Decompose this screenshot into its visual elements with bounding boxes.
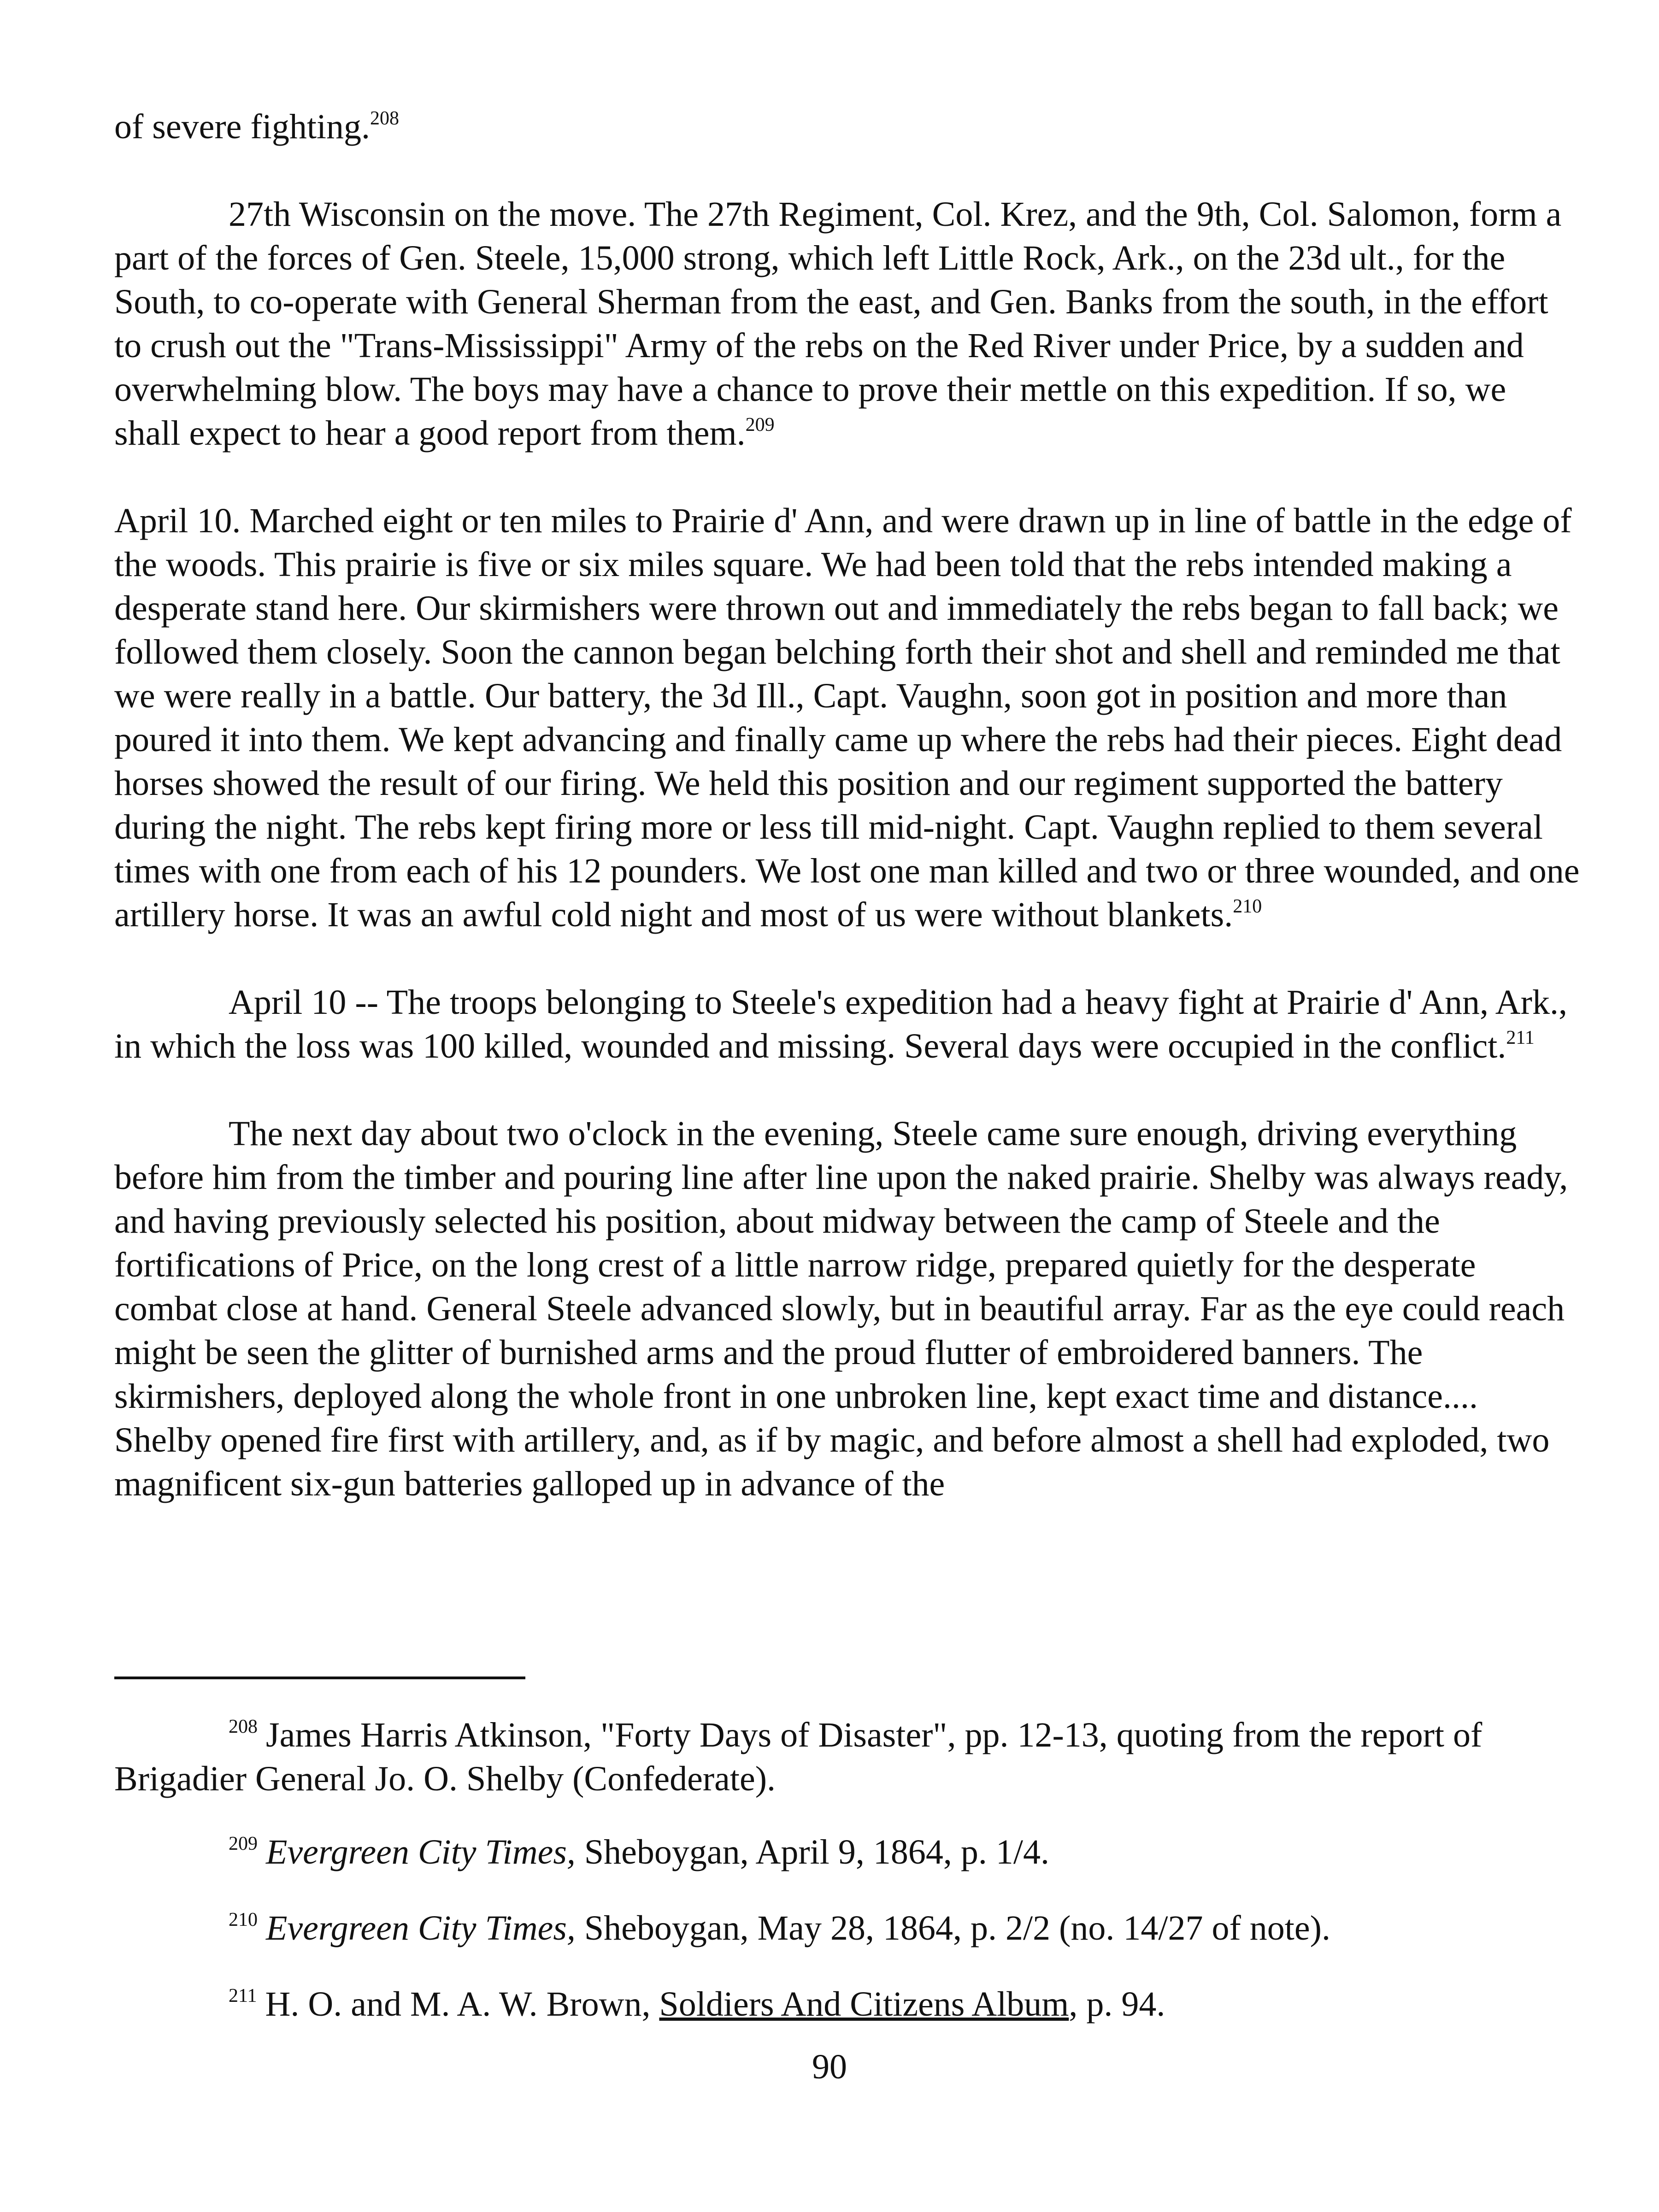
paragraph-text: April 10 -- The troops belonging to Steele's expedition had a heavy fight at Prairie d' Ann, Ark., in which the loss was 100 killed, wounded and missing. Several days were occupied in the conflict. [114, 983, 1567, 1065]
footnote-text: Sheboygan, May 28, 1864, p. 2/2 (no. 14/27 of note). [575, 1909, 1330, 1947]
footnote-number: 210 [229, 1909, 258, 1930]
footnote-ref[interactable]: 209 [745, 414, 775, 435]
footnote-210 [114, 1906, 1659, 1950]
footnote-source-title: Evergreen City Times, [266, 1833, 576, 1871]
paragraph-april-10-troops [114, 981, 1580, 1068]
footnote-211 [114, 1983, 1659, 2026]
footnote-ref[interactable]: 210 [1233, 896, 1262, 917]
footnote-ref[interactable]: 211 [1506, 1027, 1535, 1048]
footnote-source-title: Soldiers And Citizens Album [659, 1985, 1069, 2024]
footnote-text: H. O. and M. A. W. Brown, [265, 1985, 659, 2024]
paragraph-27th-wisconsin [114, 193, 1580, 455]
footnote-number: 211 [229, 1985, 257, 2006]
paragraph-text: 27th Wisconsin on the move. The 27th Regiment, Col. Krez, and the 9th, Col. Salomon, form a part of the forces of Gen. Steele, 15,000 strong, which left Little Rock, Ark., on the 23d ult., for the South, to co-operate with General Sherman from the east, and Gen. Banks from the south, in the effort to crush out the "Trans-Mississippi" Army of the rebs on the Red River under Price, by a sudden and overwhelming blow. The boys may have a chance to prove their mettle on this expedition. If so, we shall expect to hear a good report from them. [114, 195, 1562, 453]
footnote-208 [114, 1713, 1580, 1801]
footnote-number: 208 [229, 1716, 258, 1737]
footnote-ref[interactable]: 208 [370, 108, 400, 129]
paragraph-april-10-diary [114, 499, 1580, 937]
footnote-text: , p. 94. [1069, 1985, 1165, 2024]
footnote-209 [114, 1830, 1659, 1874]
page-number: 90 [812, 2047, 847, 2086]
paragraph-text: of severe fighting. [114, 107, 371, 146]
footnote-divider [114, 1677, 525, 1679]
footnote-text: Sheboygan, April 9, 1864, p. 1/4. [575, 1833, 1049, 1871]
paragraph-text: The next day about two o'clock in the evening, Steele came sure enough, driving everything before him from the timber and pouring line after line upon the naked prairie. Shelby was always ready, and having previously selected his position, about midway between the camp of Steele and the fortifications of Price, on the long crest of a little narrow ridge, prepared quietly for the desperate combat close at hand. General Steele advanced slowly, but in beautiful array. Far as the eye could reach might be seen the glitter of burnished arms and the proud flutter of embroidered banners. The skirmishers, deployed along the whole front in one unbroken line, kept exact time and distance.... Shelby opened fire first with artillery, and, as if by magic, and before almost a shell had exploded, two magnificent six-gun batteries galloped up in advance of the [114, 1114, 1568, 1503]
paragraph-continuation [114, 105, 1580, 149]
paragraph-next-day [114, 1112, 1580, 1506]
body-text [114, 105, 1580, 1550]
footnote-source-title: Evergreen City Times, [266, 1909, 576, 1947]
footnote-text: James Harris Atkinson, "Forty Days of Disaster", pp. 12-13, quoting from the report of Brigadier General Jo. O. Shelby (Confederate). [114, 1716, 1483, 1798]
footnote-number: 209 [229, 1833, 258, 1854]
paragraph-text: April 10. Marched eight or ten miles to Prairie d' Ann, and were drawn up in line of battle in the edge of the woods. This prairie is five or six miles square. We had been told that the rebs intended making a desperate stand here. Our skirmishers were thrown out and immediately the rebs began to fall back; we followed them closely. Soon the cannon began belching forth their shot and shell and reminded me that we were really in a battle. Our battery, the 3d Ill., Capt. Vaughn, soon got in position and more than poured it into them. We kept advancing and finally came up where the rebs had their pieces. Eight dead horses showed the result of our firing. We held this position and our regiment supported the battery during the night. The rebs kept firing more or less till mid-night. Capt. Vaughn replied to them several times with one from each of his 12 pounders. We lost one man killed and two or three wounded, and one artillery horse. It was an awful cold night and most of us were without blankets. [114, 501, 1580, 934]
